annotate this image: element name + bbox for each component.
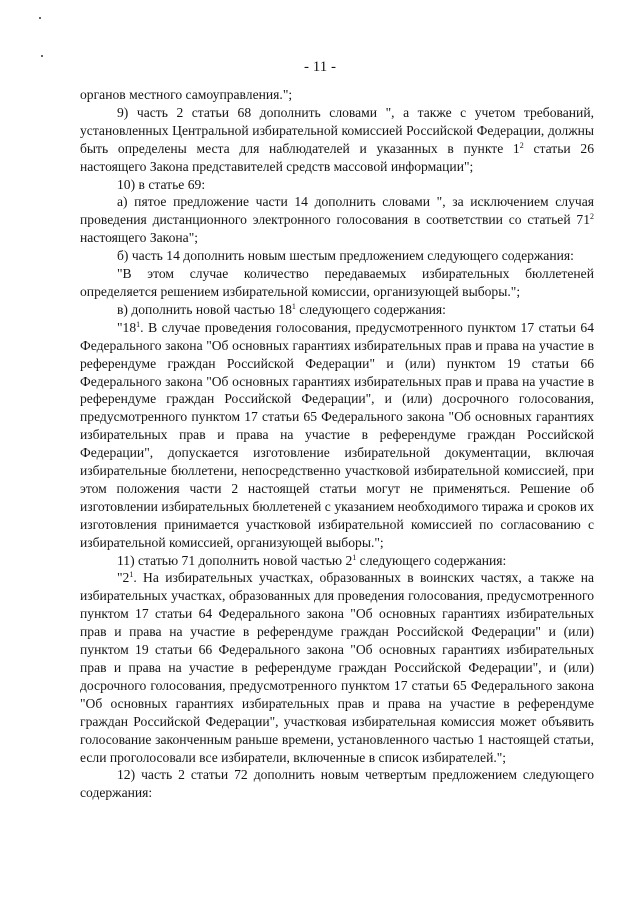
text-run: б) часть 14 дополнить новым шестым предложением следующего содержания: (117, 248, 574, 264)
text-run: статьи 26 настоящего Закона представителей средств массовой информации"; (80, 140, 594, 174)
text-run: 11) статью 71 дополнить новой частью 2 (117, 552, 353, 568)
text-run: "2 (117, 570, 130, 586)
superscript: 2 (590, 212, 594, 222)
text-run: настоящего Закона"; (80, 230, 199, 246)
text-run: "18 (117, 319, 137, 335)
paragraph (80, 265, 594, 301)
text-run: следующего содержания: (295, 301, 446, 317)
document-body (80, 86, 594, 802)
superscript: 1 (136, 319, 141, 329)
text-run: "В этом случае количество передаваемых избирательных бюллетеней определяется решением избирательной комиссии, организующей выборы."; (80, 266, 594, 299)
paragraph (80, 766, 594, 802)
paragraph (80, 569, 594, 766)
paragraph (80, 86, 594, 104)
text-run: . В случае проведения голосования, предусмотренного пунктом 17 статьи 64 Федерального закона "Об основных гарантиях избирательных прав и права на участие в референдуме граждан Российской Федерации" и (или) пунктом 19 статьи 66 Федерального закона "Об основных гарантиях избирательных прав и права на участие в референдуме граждан Российской Федерации", и (или) досрочного голосования, предусмотренного пунктом 17 статьи 65 Федерального закона "Об основных гарантиях избирательных прав и права на участие в референдуме граждан Российской Федерации", допускается изготовление избирательной документации, включая избирательные бюллетени, непосредственно участковой избирательной комиссией, при этом положения части 2 настоящей статьи могут не применяться. Решение об изготовлении избирательных бюллетеней с указанием необходимого тиража и сроков их изготовления принимается участковой избирательной комиссией по согласованию с избирательной комиссией, организующей выборы."; (80, 319, 594, 550)
paragraph (80, 247, 594, 265)
text-run: 9) часть 2 статьи 68 дополнить словами ", а также с учетом требований, установленных Центральной избирательной комиссией Российской Федерации, должны быть определены места для наблюдателей и указанных в пункте 1 (80, 104, 594, 156)
text-run: а) пятое предложение части 14 дополнить словами ", за исключением случая проведения дистанционного электронного голосования в соответствии со статьей 71 (80, 194, 594, 228)
scan-speck (39, 17, 41, 19)
text-run: в) дополнить новой частью 18 (117, 301, 292, 317)
text-run: 10) в статье 69: (117, 176, 206, 192)
page-number: - 11 - (304, 59, 336, 75)
superscript: 1 (291, 301, 296, 311)
text-run: 12) часть 2 статьи 72 дополнить новым четвертым предложением следующего содержания: (80, 767, 594, 801)
paragraph (80, 193, 594, 247)
scan-speck (41, 55, 43, 57)
superscript: 2 (519, 140, 524, 150)
paragraph (80, 552, 594, 570)
superscript: 1 (129, 570, 134, 580)
paragraph (80, 104, 594, 176)
paragraph (80, 301, 594, 319)
paragraph (80, 176, 594, 194)
text-run: органов местного самоуправления."; (80, 87, 293, 102)
text-run: . На избирательных участках, образованных в воинских частях, а также на избирательных участках, образованных для проведения голосования, предусмотренного пунктом 17 статьи 64 Федерального закона "Об основных гарантиях избирательных прав и права на участие в референдуме граждан Российской Федерации" и (или) пунктом 19 статьи 66 Федерального закона "Об основных гарантиях избирательных прав и права на участие в референдуме граждан Российской Федерации", и (или) досрочного голосования, предусмотренного пунктом 17 статьи 65 Федерального закона "Об основных гарантиях избирательных прав и права на участие в референдуме граждан Российской Федерации", участковая избирательная комиссия может объявить голосование законченным раньше времени, установленного частью 1 настоящей статьи, если проголосовали все избиратели, включенные в список избирателей."; (80, 570, 594, 765)
text-run: следующего содержания: (356, 552, 507, 568)
paragraph (80, 319, 594, 552)
superscript: 1 (352, 552, 357, 562)
